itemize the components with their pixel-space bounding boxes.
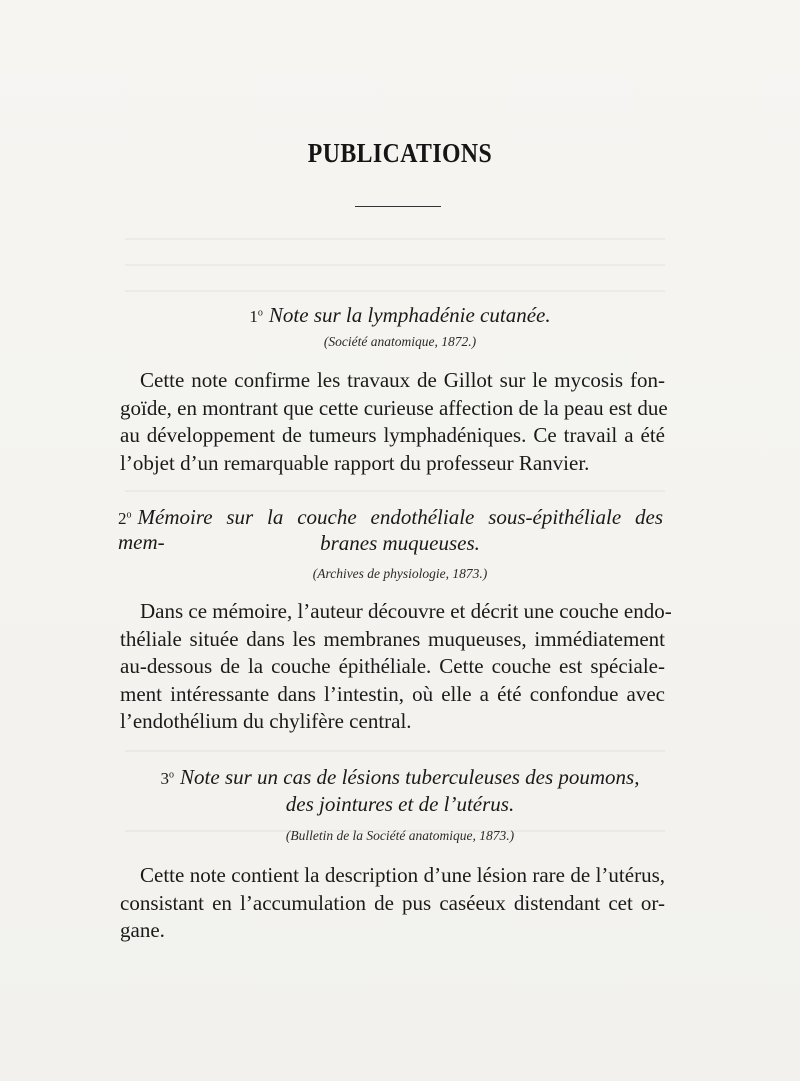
entry-2-body-line: théliale située dans les membranes muqueuses, immédiatement	[120, 626, 665, 651]
entry-1-body-line: goïde, en montrant que cette curieuse affection de la peau est due	[120, 395, 668, 420]
entry-2-number: 2$^o$	[118, 509, 132, 528]
entry-2-body-line: au-dessous de la couche épithéliale. Cette couche est spéciale-	[120, 654, 665, 678]
entry-3-heading-line-1: Note sur un cas de lésions tuberculeuses des poumons,	[180, 765, 640, 789]
entry-2-body-line: ment intéressante dans l’intestin, où elle a été confondue avec	[120, 681, 665, 706]
entry-3-body-line: Cette note contient la description d’une lésion rare de l’utérus,	[140, 863, 665, 887]
entry-2-source: (Archives de physiologie, 1873.)	[312, 566, 488, 581]
entry-3-body	[120, 862, 665, 945]
entry-1-number: 1$^o$	[249, 307, 263, 326]
bleed-through-line	[125, 290, 665, 292]
entry-1-body-line: Cette note confirme les travaux de Gillot sur le mycosis fon-	[140, 368, 665, 392]
entry-1-body-line: au développement de tumeurs lymphadéniques. Ce travail a été	[120, 423, 665, 447]
title-underline	[355, 206, 441, 207]
entry-1-heading-line-1: Note sur la lymphadénie cutanée.	[268, 303, 551, 327]
entry-1-heading	[0, 303, 800, 328]
entry-1-source: (Société anatomique, 1872.)	[323, 334, 477, 349]
entry-3-heading-line-2: des jointures et de l’utérus.	[285, 792, 515, 816]
entry-3-body-line: consistant en l’accumulation de pus caséeux distendant cet or-	[120, 890, 665, 915]
entry-2-body	[120, 598, 672, 736]
bleed-through-line	[125, 490, 665, 492]
entry-2-body-line: l’endothélium du chylifère central.	[120, 709, 412, 733]
entry-3-body-line: gane.	[120, 918, 165, 942]
bleed-through-line	[125, 238, 665, 240]
page-title: PUBLICATIONS	[307, 138, 493, 168]
entry-3-number: 3$^o$	[160, 769, 175, 788]
bleed-through-line	[125, 750, 665, 752]
entry-1-body	[120, 367, 668, 477]
entry-2-heading-line-2: branes muqueuses.	[320, 531, 480, 555]
entry-3-source: (Bulletin de la Société anatomique, 1873.)	[285, 828, 515, 843]
bleed-through-line	[125, 264, 665, 266]
entry-2-body-line: Dans ce mémoire, l’auteur découvre et décrit une couche endo-	[140, 599, 672, 623]
entry-1-body-line: l’objet d’un remarquable rapport du professeur Ranvier.	[120, 450, 590, 475]
entry-3-heading	[0, 765, 800, 790]
entry-2-heading-line-1: Mémoire sur la couche endothéliale sous-épithéliale des mem-	[118, 505, 663, 554]
